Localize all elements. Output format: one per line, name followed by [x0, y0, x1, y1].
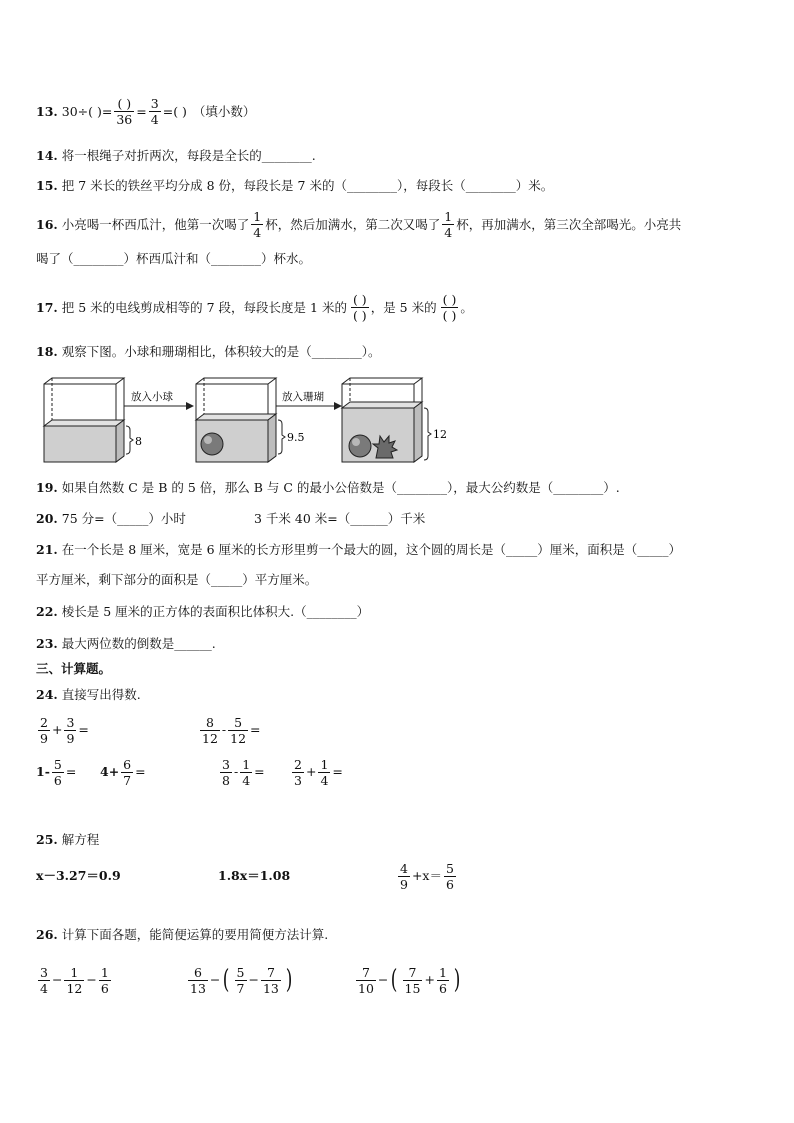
question-text: 平方厘米，剩下部分的面积是（_____）平方厘米。	[36, 572, 318, 587]
question-text: 小亮喝一杯西瓜汁，他第一次喝了	[61, 216, 250, 232]
question-text: 75 分=（_____）小时	[61, 511, 186, 526]
question-number: 24.	[36, 687, 58, 702]
expr-24-3: 1- $\frac{5}{6}$ =	[36, 756, 77, 788]
fraction-blank: $\frac{( )}{( )}$	[442, 292, 457, 323]
question-number: 16.	[36, 216, 58, 232]
equation-2: 1.8x＝1.08	[218, 868, 291, 883]
expr-26-2: $\frac{6}{13}$ − ( $\frac{5}{7}$ − $\frac{7}{13}$ )	[190, 964, 293, 996]
question-20-part-b	[254, 509, 425, 529]
question-15	[36, 176, 553, 196]
equation-1: x－3.27＝0.9	[36, 868, 121, 883]
question-number: 20.	[36, 511, 58, 526]
question-16	[36, 209, 681, 240]
question-text: 。	[460, 299, 473, 315]
question-text: 解方程	[61, 832, 100, 847]
question-text: 直接写出得数.	[61, 687, 141, 702]
equals-sign: =	[101, 103, 113, 119]
question-22	[36, 602, 369, 622]
expr-24-1: $\frac{2}{9}$ + $\frac{3}{9}$ =	[40, 714, 89, 746]
question-text: ，是 5 米的	[370, 299, 437, 315]
expr-26-1: $\frac{3}{4}$ − $\frac{1}{12}$ − $\frac{1}{6}$	[40, 964, 109, 996]
height-label-2: 9.5	[287, 431, 305, 444]
question-13	[36, 96, 255, 127]
question-text: 最大两位数的倒数是______.	[61, 636, 216, 651]
note-text: （填小数）	[192, 103, 256, 119]
question-number: 23.	[36, 636, 58, 651]
arrow-label-1: 放入小球	[131, 391, 173, 403]
question-19	[36, 478, 620, 498]
container-with-ball	[196, 378, 276, 462]
fraction: $\frac{3}{4}$	[150, 96, 159, 127]
question-text: 计算下面各题，能简便运算的要用简便方法计算.	[61, 927, 329, 942]
question-24	[36, 685, 141, 705]
question-21-line2	[36, 570, 317, 590]
container-diagram	[36, 374, 456, 470]
question-21	[36, 540, 681, 560]
answer-blank: ( )	[173, 103, 187, 119]
expr-24-5: $\frac{3}{8}$ - $\frac{1}{4}$ =	[222, 756, 265, 788]
equation-3: $\frac{4}{9}$ +x＝ $\frac{5}{6}$	[400, 860, 454, 892]
question-25	[36, 830, 99, 850]
answer-blank: ( )	[88, 103, 102, 119]
fraction: $\frac{1}{4}$	[253, 209, 262, 240]
question-number: 22.	[36, 604, 58, 619]
question-text: 喝了（________）杯西瓜汁和（________）杯水。	[36, 251, 312, 266]
height-label-1: 8	[135, 435, 142, 448]
container-empty	[44, 378, 124, 462]
question-text: 棱长是 5 厘米的正方体的表面积比体积大.（________）	[61, 604, 370, 619]
question-text: 3 千米 40 米=（______）千米	[254, 511, 426, 526]
equals-sign: =	[136, 103, 147, 119]
question-text: 如果自然数 C 是 B 的 5 倍，那么 B 与 C 的最小公倍数是（________），最大公约数是（________）.	[61, 480, 620, 495]
expr-24-2: $\frac{8}{12}$ - $\frac{5}{12}$ =	[202, 714, 261, 746]
question-number: 26.	[36, 927, 58, 942]
question-20	[36, 509, 186, 529]
arrow-label-2: 放入珊瑚	[282, 391, 324, 403]
fraction: $\frac{1}{4}$	[444, 209, 453, 240]
question-23	[36, 634, 216, 654]
question-number: 14.	[36, 148, 58, 163]
expr-24-6: $\frac{2}{3}$ + $\frac{1}{4}$ =	[294, 756, 343, 788]
question-text: 观察下图。小球和珊瑚相比，体积较大的是（________）。	[61, 344, 381, 359]
question-number: 19.	[36, 480, 58, 495]
equals-sign: =	[162, 103, 174, 119]
question-14	[36, 146, 316, 166]
question-text: 杯，然后加满水，第二次又喝了	[265, 216, 441, 232]
question-number: 25.	[36, 832, 58, 847]
dividend-text: 30÷	[61, 103, 89, 119]
expr-24-4: 4+ $\frac{6}{7}$ =	[100, 756, 146, 788]
question-16-line2	[36, 249, 311, 269]
question-number: 21.	[36, 542, 58, 557]
fraction: $\frac{( )}{36}$	[116, 96, 133, 127]
section-heading: 三、计算题。	[36, 661, 112, 676]
question-text: 把 5 米的电线剪成相等的 7 段，每段长度是 1 米的	[61, 299, 347, 315]
question-18	[36, 342, 381, 362]
expr-26-3: $\frac{7}{10}$ − ( $\frac{7}{15}$ + $\frac{1}{6}$ )	[358, 964, 461, 996]
question-26	[36, 925, 328, 945]
question-text: 杯，再加满水，第三次全部喝光。小亮共	[456, 216, 682, 232]
fraction-blank: $\frac{( )}{( )}$	[352, 292, 367, 323]
question-number: 17.	[36, 299, 58, 315]
container-with-ball-and-coral	[342, 378, 422, 462]
question-number: 15.	[36, 178, 58, 193]
height-label-3: 12	[433, 428, 447, 441]
question-text: 在一个长是 8 厘米，宽是 6 厘米的长方形里剪一个最大的圆，这个圆的周长是（_____）厘米，面积是（_____）	[61, 542, 682, 557]
question-text: 把 7 米长的铁丝平均分成 8 份，每段长是 7 米的（________），每段长（________）米。	[61, 178, 554, 193]
question-number: 18.	[36, 344, 58, 359]
question-text: 将一根绳子对折两次，每段是全长的________.	[61, 148, 316, 163]
question-number: 13.	[36, 103, 58, 119]
question-17	[36, 292, 473, 323]
